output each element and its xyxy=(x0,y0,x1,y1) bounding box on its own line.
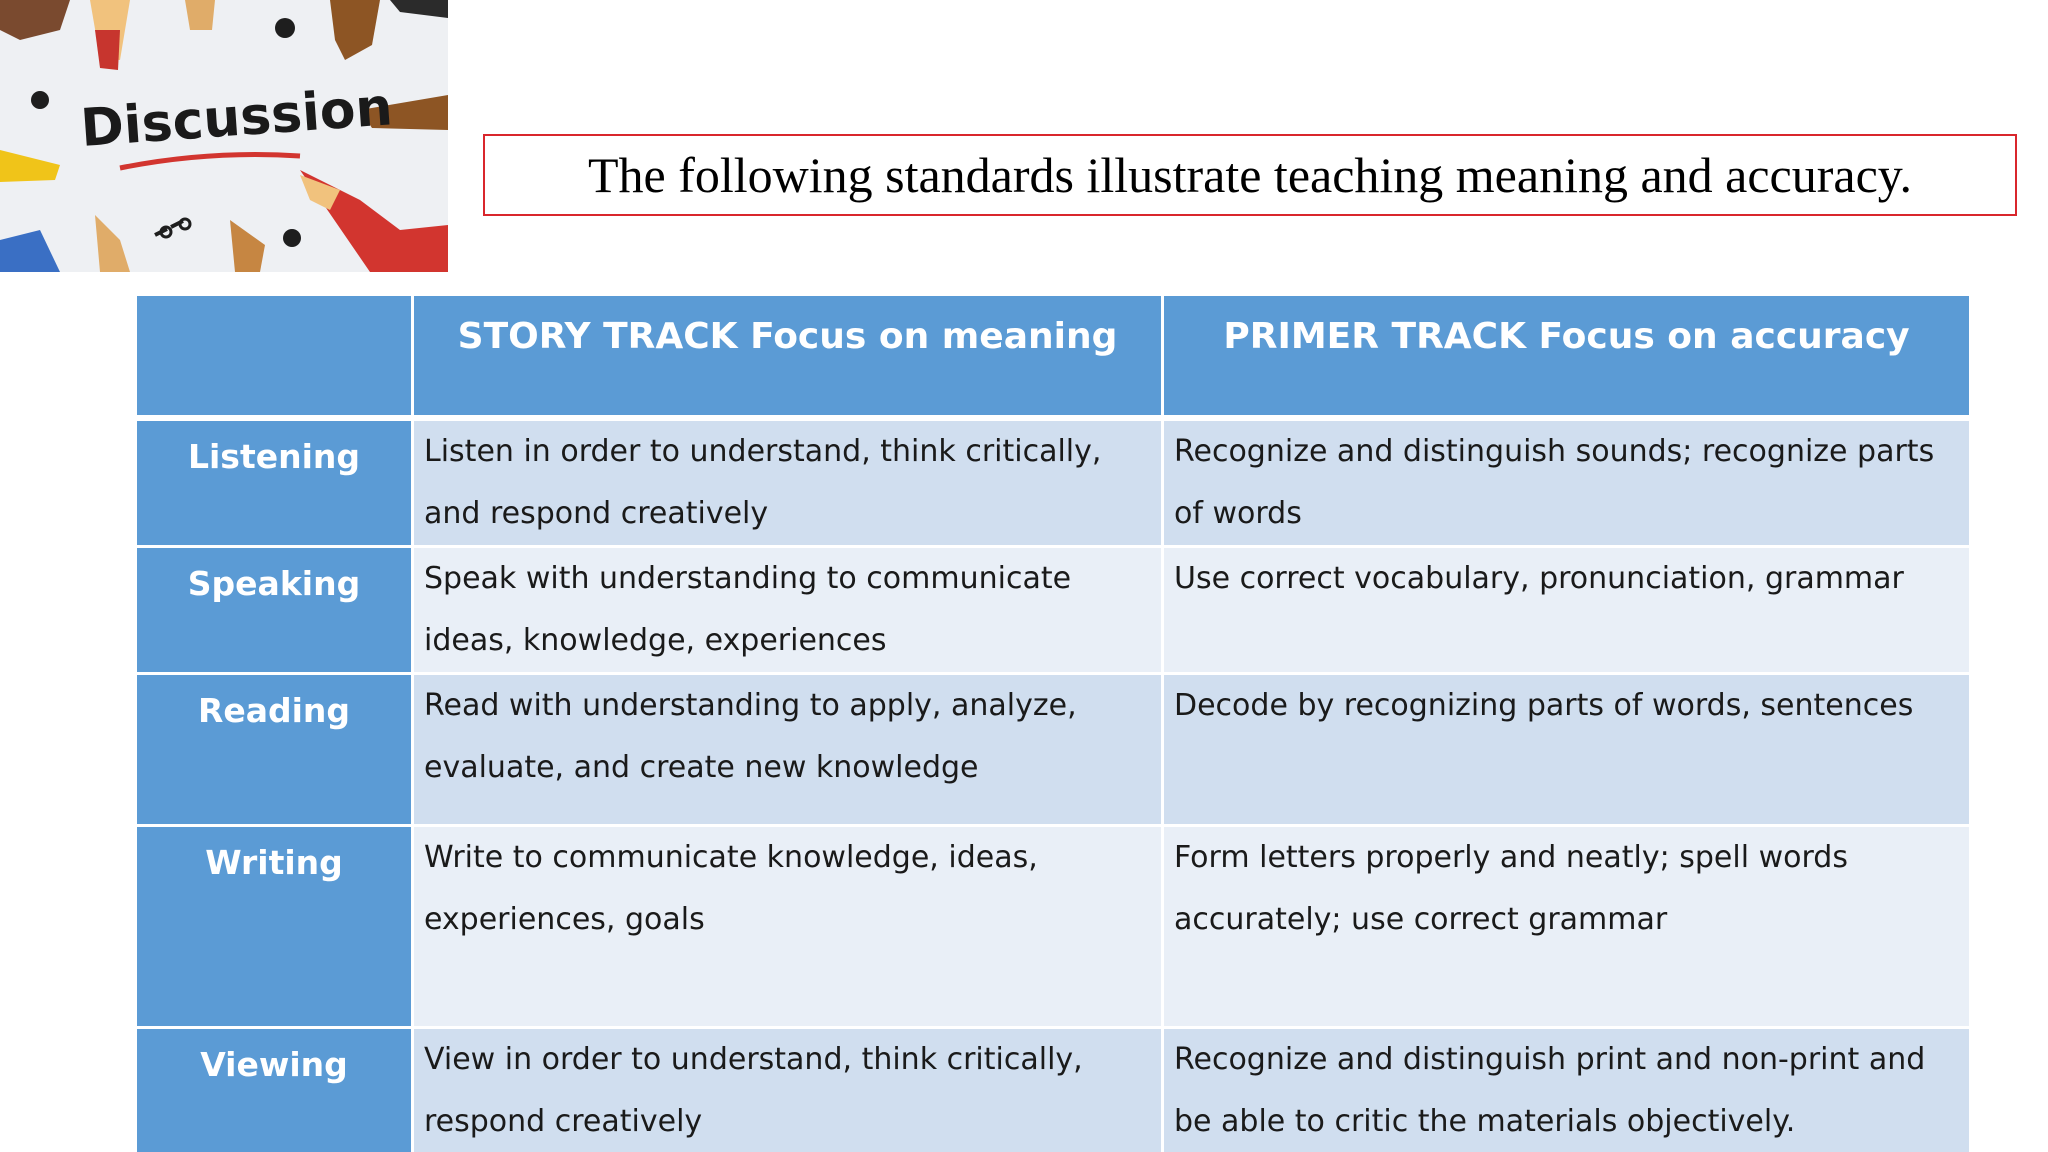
table-header-row xyxy=(136,295,1971,418)
row-label-writing: Writing xyxy=(136,825,413,1027)
primer-cell: Recognize and distinguish print and non-print and be able to critic the materials objectively. xyxy=(1163,1027,1971,1152)
table-row xyxy=(136,546,1971,673)
table-row xyxy=(136,673,1971,825)
header-empty-cell xyxy=(136,295,413,418)
primer-cell: Recognize and distinguish sounds; recognize parts of words xyxy=(1163,418,1971,547)
header-primer-track: PRIMER TRACK Focus on accuracy xyxy=(1163,295,1971,418)
table-row xyxy=(136,418,1971,547)
discussion-image xyxy=(0,0,448,272)
row-label-speaking: Speaking xyxy=(136,546,413,673)
standards-table xyxy=(134,293,1972,1152)
primer-cell: Form letters properly and neatly; spell words accurately; use correct grammar xyxy=(1163,825,1971,1027)
row-label-viewing: Viewing xyxy=(136,1027,413,1152)
row-label-reading: Reading xyxy=(136,673,413,825)
primer-cell: Decode by recognizing parts of words, sentences xyxy=(1163,673,1971,825)
svg-text:Discussion: Discussion xyxy=(78,77,395,159)
discussion-illustration xyxy=(0,0,448,272)
story-cell: Write to communicate knowledge, ideas, experiences, goals xyxy=(413,825,1163,1027)
title-box xyxy=(483,134,2017,216)
header-story-track: STORY TRACK Focus on meaning xyxy=(413,295,1163,418)
table-row xyxy=(136,825,1971,1027)
table-row xyxy=(136,1027,1971,1152)
story-cell: Listen in order to understand, think critically, and respond creatively xyxy=(413,418,1163,547)
story-cell: Speak with understanding to communicate ideas, knowledge, experiences xyxy=(413,546,1163,673)
primer-cell: Use correct vocabulary, pronunciation, grammar xyxy=(1163,546,1971,673)
slide-title: The following standards illustrate teaching meaning and accuracy. xyxy=(587,147,1913,203)
story-cell: Read with understanding to apply, analyze, evaluate, and create new knowledge xyxy=(413,673,1163,825)
row-label-listening: Listening xyxy=(136,418,413,547)
story-cell: View in order to understand, think critically, respond creatively xyxy=(413,1027,1163,1152)
